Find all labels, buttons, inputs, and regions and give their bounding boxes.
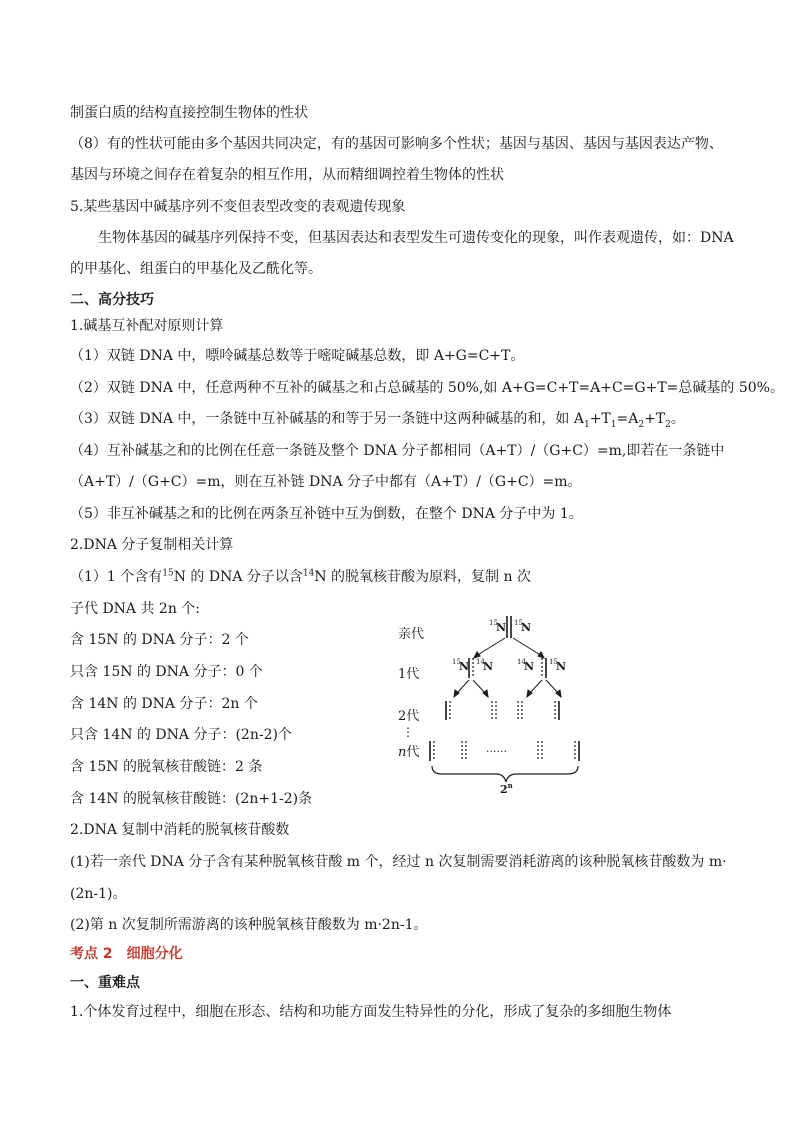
svg-text:15: 15	[549, 658, 558, 666]
text-line: (2)第 n 次复制所需游离的该种脱氧核苷酸数为 m·2n-1。	[70, 917, 428, 933]
row-label-gen2: 2代	[398, 709, 420, 724]
dna-replication-diagram	[392, 608, 592, 798]
text-line: 基因与环境之间存在着复杂的相互作用，从而精细调控着生物体的性状	[70, 167, 504, 183]
arrows-gen1	[474, 638, 544, 658]
text-line: 2.DNA 分子复制相关计算	[70, 537, 234, 553]
text-line: 1.碱基互补配对原则计算	[70, 318, 224, 334]
text-line: (1)若一亲代 DNA 分子含有某种脱氧核苷酸 m 个，经过 n 次复制需要消耗游离的该种脱氧核苷酸数为 m·	[70, 854, 727, 870]
text-line: 5.某些基因中碱基序列不变但表型改变的表观遗传现象	[70, 199, 406, 215]
gen1-dna-left	[452, 658, 493, 678]
row-label-gen-n: n代	[398, 745, 420, 760]
vertical-dots: ⋮	[402, 725, 414, 739]
text-line: （8）有的性状可能由多个基因共同决定，有的基因可影响多个性状；基因与基因、基因与基因表达产物、	[70, 136, 723, 152]
svg-text:N: N	[524, 660, 535, 673]
text-line: 含 14N 的脱氧核苷酸链：(2n+1-2)条	[70, 791, 313, 807]
text-line: 含 15N 的脱氧核苷酸链：2 条	[70, 759, 263, 775]
text-line: 含 14N 的 DNA 分子：2n 个	[70, 696, 258, 712]
gen1-dna-right	[517, 658, 566, 678]
svg-text:N: N	[556, 660, 567, 673]
text-line: （1）1 个含有$^{15}$N 的 DNA 分子以含$^{14}$N 的脱氧核苷酸为原料，复制 n 次	[70, 568, 531, 585]
svg-text:N: N	[483, 660, 494, 673]
text-line: 制蛋白质的结构直接控制生物体的性状	[70, 105, 308, 121]
row-label-parent: 亲代	[398, 627, 425, 642]
svg-text:N: N	[521, 621, 532, 634]
gen2-dna	[446, 701, 559, 720]
text-line: （3）双链 DNA 中，一条链中互补碱基的和等于另一条链中这两种碱基的和，如 $A_1+T_1=A_2+T_2$。	[70, 411, 685, 430]
text-line: 生物体基因的碱基序列保持不变，但基因表达和表型发生可遗传变化的现象，叫作表观遗传，如：DNA	[98, 230, 734, 246]
parent-dna	[489, 616, 531, 638]
text-line: 子代 DNA 共 2n 个:	[70, 601, 201, 617]
svg-text:15: 15	[514, 619, 523, 627]
svg-text:N: N	[459, 660, 470, 673]
arrows-gen2	[454, 680, 561, 697]
text-line: 2.DNA 复制中消耗的脱氧核苷酸数	[70, 822, 290, 838]
brace	[432, 766, 578, 782]
svg-text:14: 14	[476, 658, 485, 666]
text-line: 含 15N 的 DNA 分子：2 个	[70, 632, 249, 648]
text-line: （1）双链 DNA 中，嘌呤碱基总数等于嘧啶碱基总数，即 A+G=C+T。	[70, 348, 525, 364]
svg-text:15: 15	[489, 619, 498, 627]
section-heading: 一、重难点	[70, 975, 140, 991]
svg-text:14: 14	[517, 658, 526, 666]
text-line: 只含 15N 的 DNA 分子：0 个	[70, 664, 263, 680]
text-line: （2）双链 DNA 中，任意两种不互补的碱基之和占总碱基的 50%,如 A+G=C+T=A+C=G+T=总碱基的 50%。	[70, 380, 784, 396]
svg-text:N: N	[496, 621, 507, 634]
section-title: 考点 2 细胞分化	[70, 946, 183, 962]
ellipsis: ······	[486, 745, 507, 758]
text-line: （A+T）/（G+C）=m，则在互补链 DNA 分子中都有（A+T）/（G+C）=m。	[70, 474, 582, 490]
svg-text:15: 15	[452, 658, 461, 666]
text-line: 1.个体发育过程中，细胞在形态、结构和功能方面发生特异性的分化，形成了复杂的多细胞生物体	[70, 1004, 672, 1020]
text-line: （5）非互补碱基之和的比例在两条互补链中互为倒数，在整个 DNA 分子中为 1。	[70, 506, 583, 522]
row-label-gen1: 1代	[398, 667, 420, 682]
section-heading: 二、高分技巧	[70, 292, 154, 308]
brace-label: 2$^n$	[500, 781, 513, 796]
text-line: 的甲基化、组蛋白的甲基化及乙酰化等。	[70, 261, 322, 277]
text-line: 只含 14N 的 DNA 分子：(2n-2)个	[70, 727, 292, 743]
text-line: （4）互补碱基之和的比例在任意一条链及整个 DNA 分子都相同（A+T）/（G+C）=m,即若在一条链中	[70, 443, 725, 459]
gen-n-dna	[430, 741, 579, 761]
text-line: (2n-1)。	[70, 886, 127, 902]
